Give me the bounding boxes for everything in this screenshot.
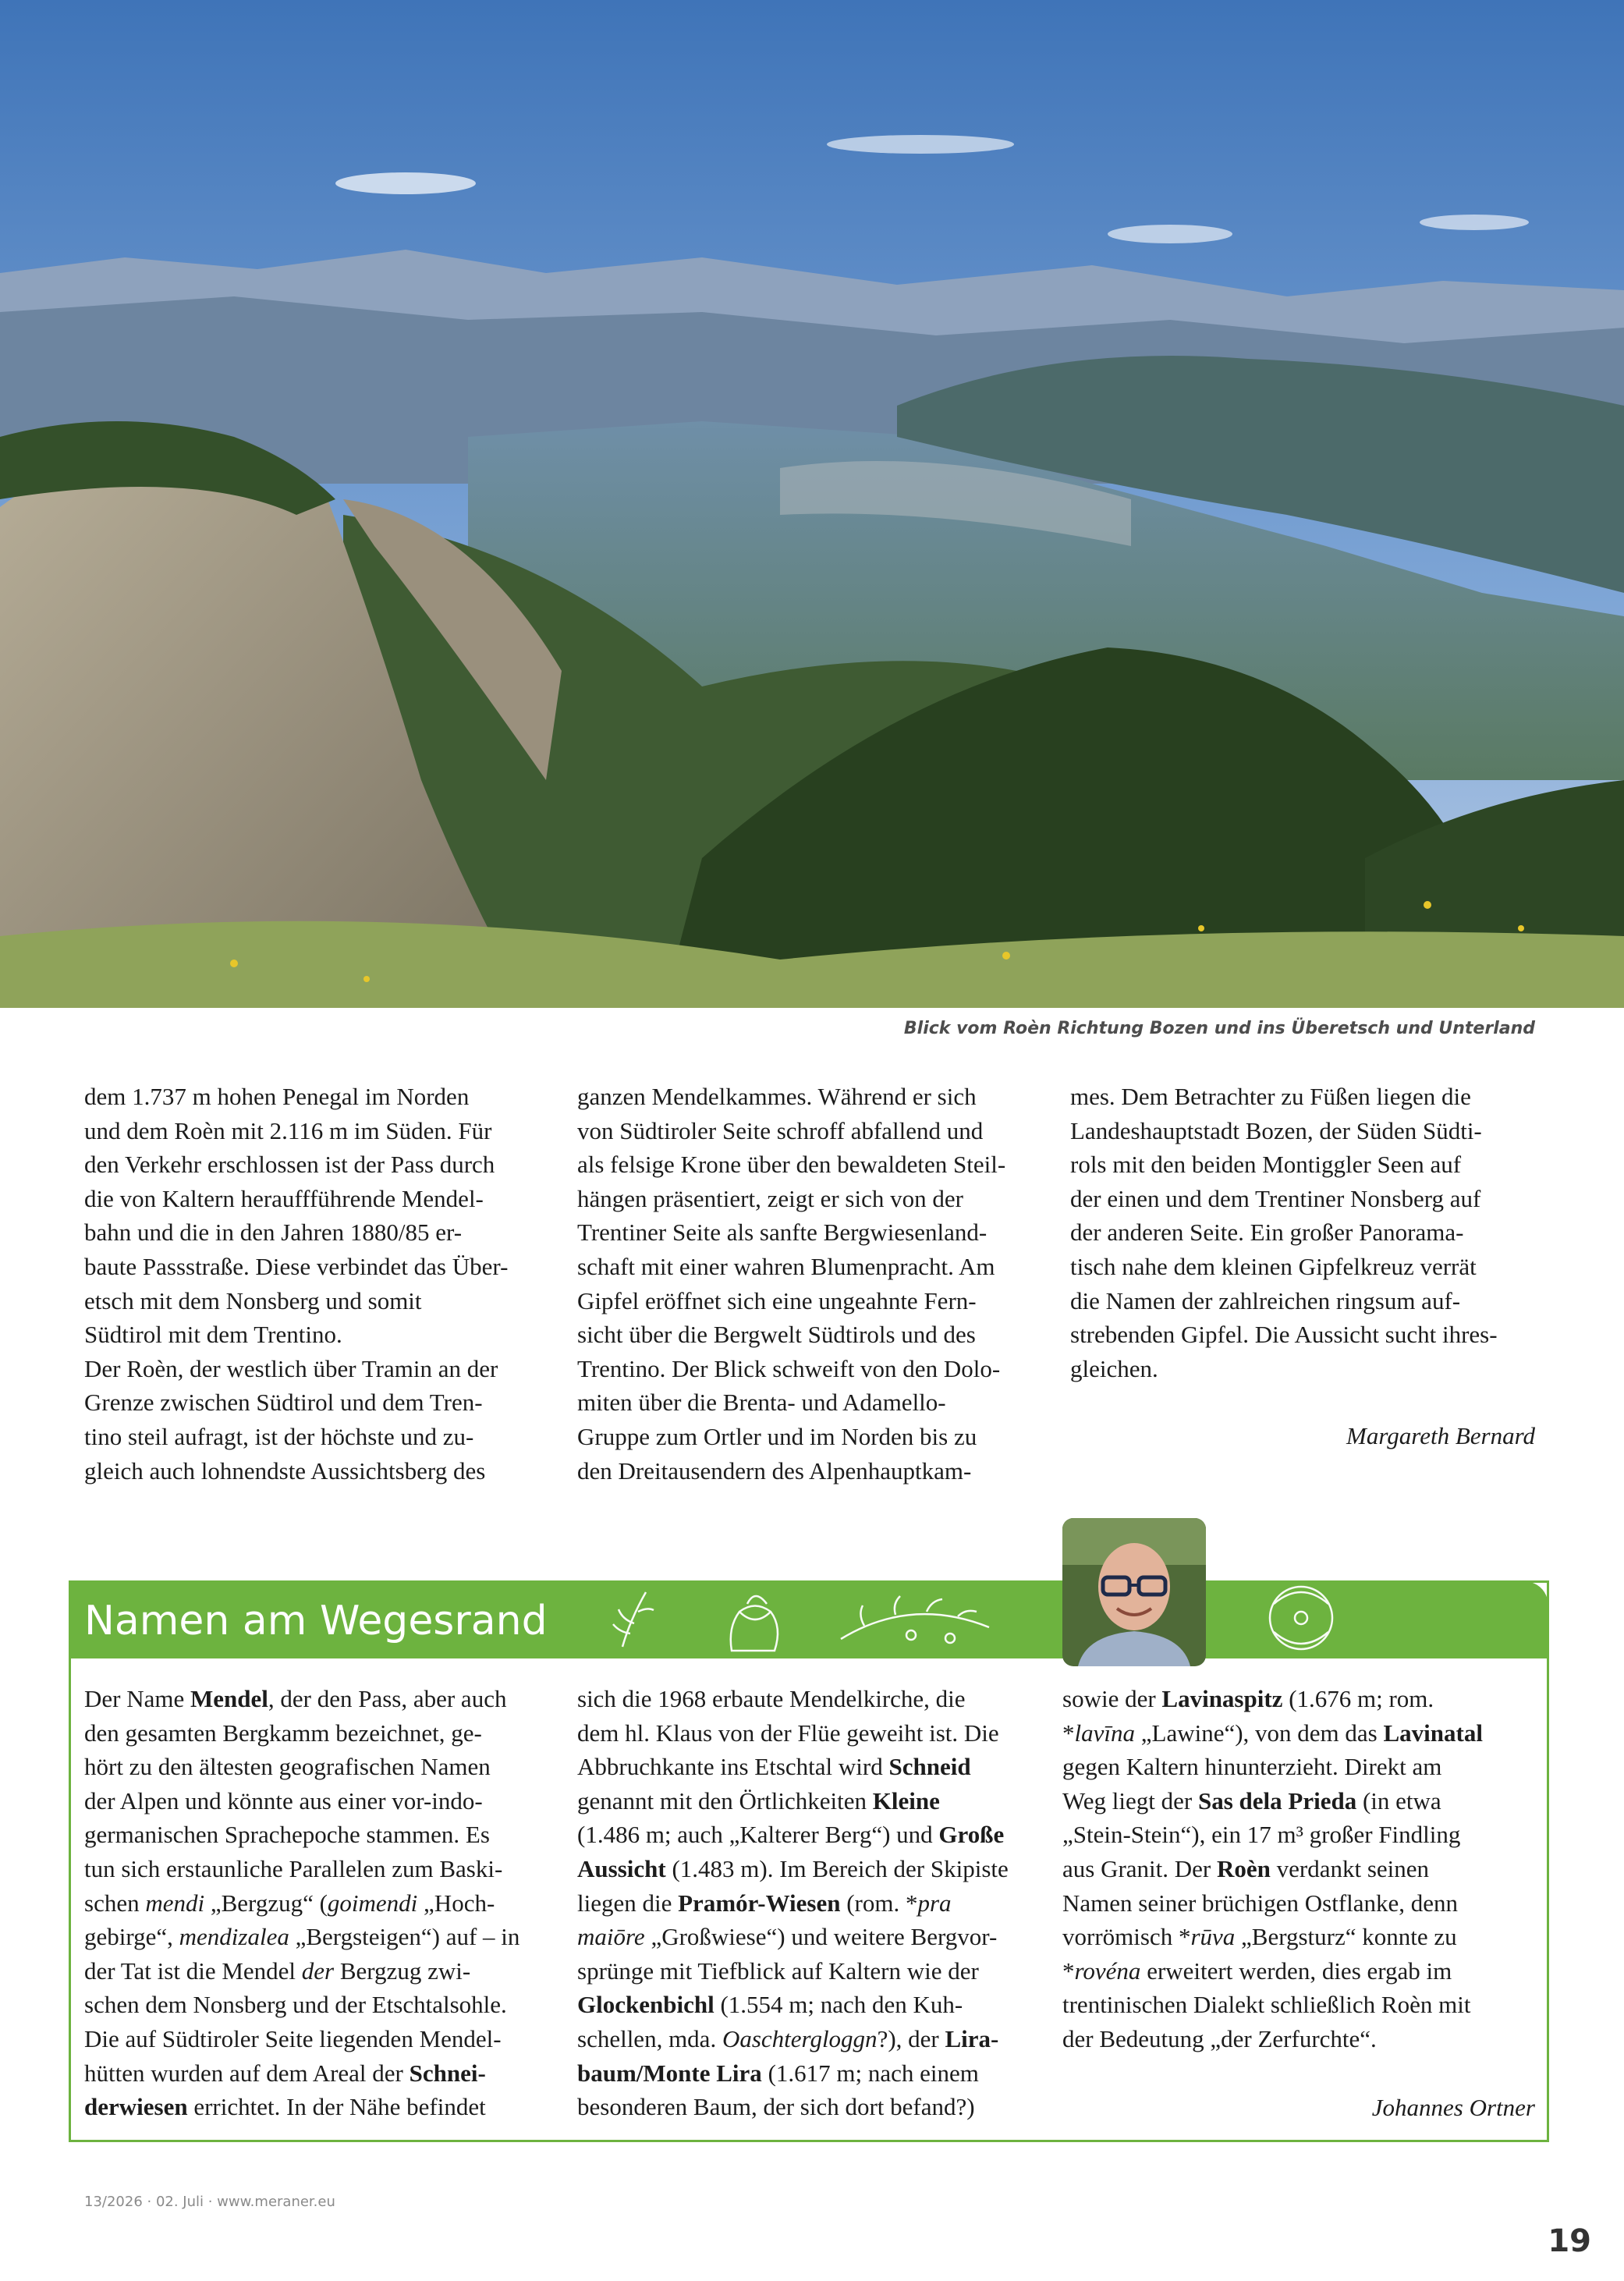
text-run: Bergzug zwi- schen dem Nonsberg und der Etschtalsohle. Die auf Südtiroler Seite liegenden Mendel- hütten wurden auf dem Areal der	[84, 1956, 507, 2087]
text-run: (1.486 m; auch „Kalterer Berg“) und	[577, 1821, 933, 1849]
infobox-text	[84, 1682, 552, 2124]
infobox-text	[1062, 1682, 1538, 2056]
bold-term: Schneid	[888, 1753, 971, 1781]
article-text: dem 1.737 m hohen Penegal im Norden und dem Roèn mit 2.116 m im Süden. Für den Verkehr erschlossen ist der Pass durch die von Kaltern herauffführende Mendel- bahn und die in den Jahren 1880/85 er- baute Passstraße. Diese verbindet das Über- etsch mit dem Nonsberg und somit Südtirol mit dem Trentino. Der Roèn, der westlich über Tramin an der Grenze zwischen Südtirol und dem Tren- tino steil aufragt, ist der höchste und zu- gleich auch lohnendste Aussichtsberg des	[84, 1083, 509, 1485]
infobox-author: Johannes Ortner	[1371, 2094, 1535, 2121]
text-run: verdankt seinen Namen seiner brüchigen Ostflanke, denn vorrömisch *	[1062, 1854, 1459, 1951]
italic-term: Oaschtergloggn	[722, 2024, 878, 2052]
text-run: sowie der	[1062, 1685, 1162, 1712]
bold-term: Kleine	[872, 1786, 940, 1815]
article-column-1	[84, 1080, 552, 1488]
article-column-2	[577, 1080, 1045, 1488]
article-column-3	[1070, 1080, 1538, 1385]
infobox-column-1	[84, 1682, 552, 2124]
bold-term: Lavinatal	[1383, 1719, 1483, 1747]
article-text: ganzen Mendelkammes. Während er sich von Südtiroler Seite schroff abfallend und als felsige Krone über den bewaldeten Steil- hängen präsentiert, zeigt er sich von der Trentiner Seite als sanfte Bergwiesenland- schaft mit einer wahren Blumenpracht. Am Gipfel eröffnet sich eine ungeahnte Fern- sicht über die Bergwelt Südtirols und des Trentino. Der Blick schweift von den Dolo- miten über die Brenta- und Adamello- Gruppe zum Ortler und im Norden bis zu den Dreitausendern des Alpenhauptkam-	[577, 1083, 1006, 1485]
text-run: „Bergsteigen“) auf – in der Tat ist die Mendel	[84, 1923, 520, 1985]
text-run: gegen Kaltern hinunterzieht. Direkt am Weg liegt der	[1062, 1753, 1442, 1815]
italic-term: rovéna	[1074, 1956, 1141, 1985]
text-run: , der den Pass, aber auch den gesamten Bergkamm bezeichnet, ge- hört zu den ältesten geografischen Namen der Alpen und könnte aus einer vor-indo- germanischen Sprachepoche stammen. Es tun sich erstaunliche Parallelen zum Baski- schen	[84, 1685, 507, 1917]
text-run: „Großwiese“) und weitere Bergvor- sprünge mit Tiefblick auf Kaltern wie der	[577, 1923, 998, 1985]
bold-term: Glockenbichl	[577, 1991, 714, 2019]
text-run: (1.554 m; nach den Kuh- schellen, mda.	[577, 1991, 963, 2052]
bold-term: Lavinaspitz	[1161, 1685, 1283, 1712]
text-run: „Lawine“), von dem das	[1135, 1719, 1384, 1747]
text-run: (in etwa „Stein-Stein“), ein 17 m³ großer Findling aus Granit. Der	[1062, 1786, 1461, 1882]
italic-term: rūva	[1190, 1923, 1236, 1951]
text-run: „Hoch- gebirge“,	[84, 1889, 495, 1951]
bold-term: Große Aussicht	[577, 1821, 1005, 1882]
bold-term: Schnei- derwiesen	[84, 2059, 486, 2121]
text-run: erweitert werden, dies ergab im trentinischen Dialekt schließlich Roèn mit der Bedeutung „der Zerfurchte“.	[1062, 1956, 1471, 2052]
landscape-photo	[0, 0, 1624, 1008]
italic-term: goimendi	[327, 1889, 418, 1917]
issue-footer: 13/2026 · 02. Juli · www.meraner.eu	[84, 2194, 335, 2210]
italic-term: pra maiōre	[577, 1889, 952, 1951]
italic-term: mendi	[145, 1889, 205, 1917]
bold-term: Lira- baum/Monte Lira	[577, 2024, 999, 2087]
text-run: (rom. *	[840, 1889, 918, 1917]
italic-term: mendizalea	[179, 1923, 289, 1951]
text-run: (1.617 m; nach einem besonderen Baum, der sich dort befand?)	[577, 2059, 979, 2121]
text-run: „Bergsturz“ konnte zu *	[1062, 1923, 1457, 1985]
bold-term: Sas dela Prieda	[1197, 1786, 1357, 1815]
bold-term: Roèn	[1217, 1854, 1271, 1882]
article-text: mes. Dem Betrachter zu Füßen liegen die Landeshauptstadt Bozen, der Süden Südti- rols mit den beiden Montiggler Seen auf der einen und dem Trentiner Nonsberg auf der anderen Seite. Ein großer Panorama- tisch nahe dem kleinen Gipfelkreuz verrät die Namen der zahlreichen ringsum auf- strebenden Gipfel. Die Aussicht sucht ihres- gleichen.	[1070, 1083, 1498, 1382]
bold-term: Pramór-Wiesen	[678, 1889, 841, 1917]
author-portrait	[1062, 1518, 1206, 1666]
infobox-column-3	[1062, 1682, 1538, 2056]
italic-term: der	[301, 1956, 335, 1985]
text-run: „Bergzug“ (	[204, 1889, 328, 1917]
page-number: 19	[1548, 2223, 1591, 2259]
bold-term: Mendel	[190, 1685, 268, 1712]
infobox-column-2	[577, 1682, 1045, 2124]
photo-caption: Blick vom Roèn Richtung Bozen und ins Überetsch und Unterland	[903, 1019, 1535, 1038]
text-run: sich die 1968 erbaute Mendelkirche, die dem hl. Klaus von der Flüe geweiht ist. Die Abbruchkante ins Etschtal wird	[577, 1685, 999, 1781]
article-author: Margareth Bernard	[1346, 1422, 1535, 1449]
infobox-text	[577, 1682, 1045, 2124]
text-run: ?), der	[877, 2024, 945, 2052]
text-run: errichtet. In der Nähe befindet	[187, 2093, 486, 2121]
text-run: (1.676 m; rom. *	[1062, 1685, 1434, 1747]
text-run: Der Name	[84, 1685, 190, 1712]
text-run: genannt mit den Örtlichkeiten	[577, 1786, 867, 1815]
text-run: (1.483 m). Im Bereich der Skipiste liegen die	[577, 1854, 1009, 1917]
italic-term: lavīna	[1074, 1719, 1135, 1747]
infobox-title: Namen am Wegesrand	[84, 1598, 548, 1644]
